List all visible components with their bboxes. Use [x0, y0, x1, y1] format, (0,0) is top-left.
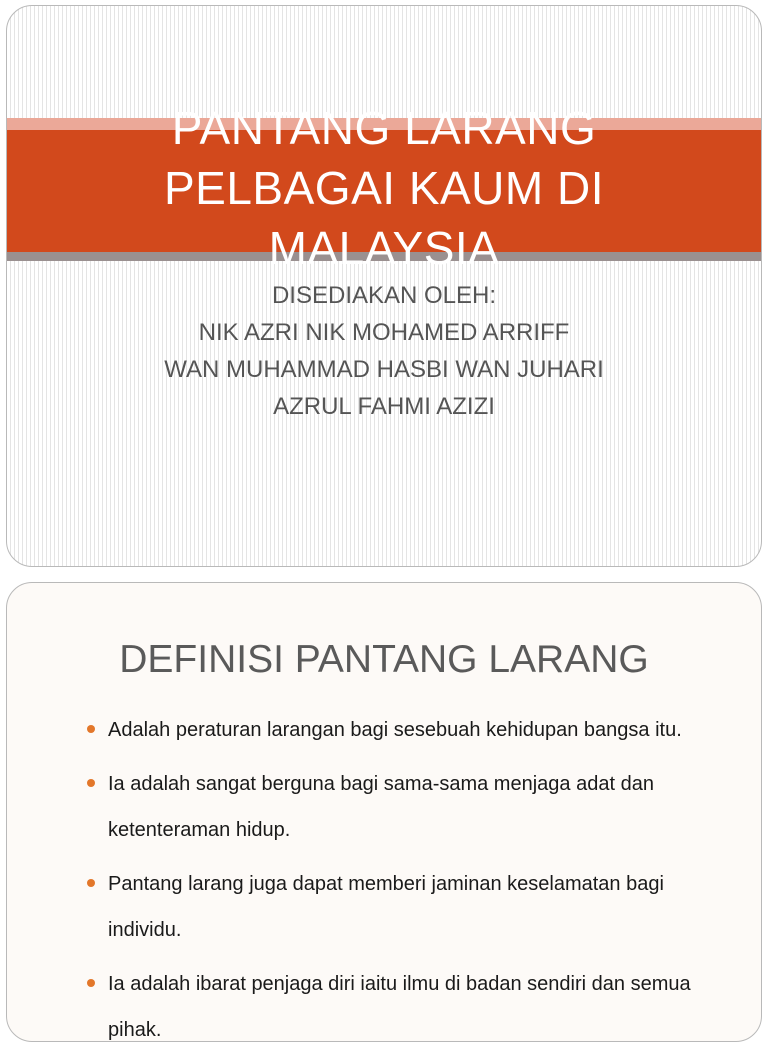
bullet-text: Pantang larang juga dapat memberi jaminan keselamatan bagi individu. [108, 873, 664, 941]
subtitle-line: WAN MUHAMMAD HASBI WAN JUHARI [164, 356, 604, 383]
list-item [87, 707, 727, 753]
bullet-dot-icon [87, 725, 95, 733]
content-slide [6, 582, 762, 1042]
subtitle-line: DISEDIAKAN OLEH: [271, 282, 497, 309]
list-item [87, 861, 727, 953]
list-item [87, 961, 727, 1042]
slide-heading: DEFINISI PANTANG LARANG [119, 638, 649, 681]
list-item [87, 761, 727, 853]
bullet-list [87, 707, 727, 1042]
title-slide [6, 5, 762, 567]
subtitle-line: AZRUL FAHMI AZIZI [273, 393, 495, 420]
bullet-dot-icon [87, 879, 95, 887]
bullet-text: Adalah peraturan larangan bagi sesebuah kehidupan bangsa itu. [108, 719, 682, 741]
bullet-text: Ia adalah ibarat penjaga diri iaitu ilmu di badan sendiri dan semua pihak. [108, 973, 691, 1041]
bullet-dot-icon [87, 979, 95, 987]
slide-title: PANTANG LARANG PELBAGAI KAUM DI MALAYSIA [163, 102, 604, 274]
bullet-dot-icon [87, 779, 95, 787]
bullet-text: Ia adalah sangat berguna bagi sama-sama menjaga adat dan ketenteraman hidup. [108, 773, 654, 841]
slide-subtitle [7, 277, 761, 425]
subtitle-line: NIK AZRI NIK MOHAMED ARRIFF [198, 319, 570, 346]
